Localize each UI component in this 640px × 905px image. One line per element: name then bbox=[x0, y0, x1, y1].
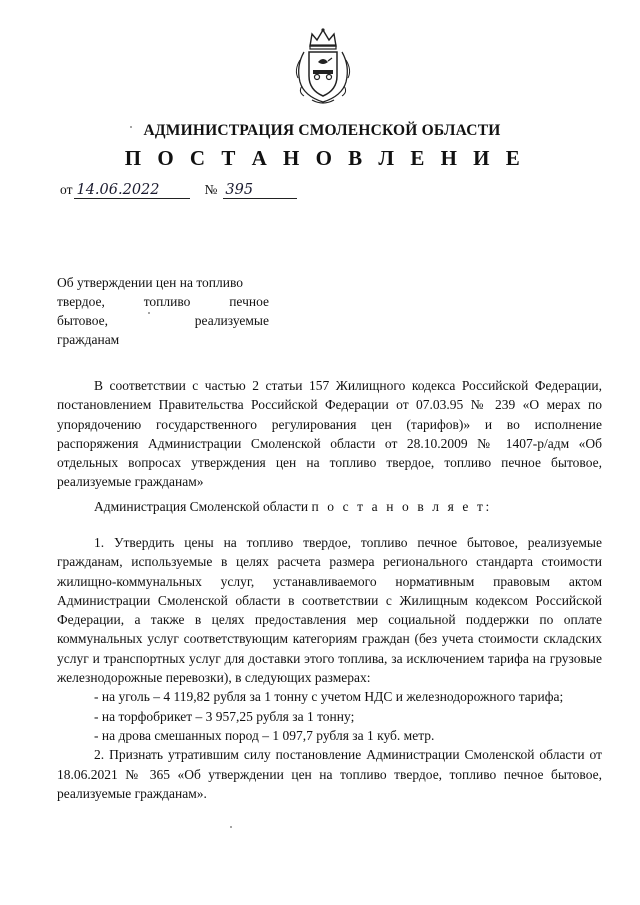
resolution-line bbox=[57, 497, 602, 516]
resolution-subject: Администрация Смоленской области bbox=[94, 499, 309, 514]
organization-title: АДМИНИСТРАЦИЯ СМОЛЕНСКОЙ ОБЛАСТИ bbox=[143, 122, 501, 139]
subject-line bbox=[57, 292, 269, 311]
resolution-verb: п о с т а н о в л я е т: bbox=[311, 499, 492, 514]
number-label: № bbox=[204, 182, 218, 197]
subject-line: гражданам bbox=[57, 332, 120, 347]
preamble-paragraph: В соответствии с частью 2 статьи 157 Жилищного кодекса Российской Федерации, постановлением Правительства Российской Федерации от 07.03.95 № 239 «О мерах по упорядочению государственного регулирования цен (тарифов)» и во исполнение распоряжения Администрации Смоленской области от 28.10.2009 № 1407-р/адм «Об отдельных вопросах утверждения цен на топливо твердое, топливо печное бытовое, реализуемые гражданам» bbox=[57, 378, 602, 490]
subject-line: Об утверждении цен на топливо bbox=[57, 275, 244, 290]
item-2-paragraph: 2. Признать утратившим силу постановление Администрации Смоленской области от 18.06.2021 № 365 «Об утверждении цен на топливо твердое, топливо печное бытовое, реализуемые гражданам». bbox=[57, 747, 602, 801]
subject-word: бытовое, bbox=[57, 313, 108, 328]
scan-speck bbox=[230, 826, 232, 828]
preamble-block bbox=[57, 376, 602, 492]
price-coal-line: - на уголь – 4 119,82 рубля за 1 тонну с учетом НДС и железнодорожного тарифа; bbox=[94, 689, 564, 705]
subject-word: печное bbox=[229, 294, 269, 309]
document-type-title: П О С Т А Н О В Л Е Н И Е bbox=[124, 146, 526, 170]
coat-of-arms-emblem bbox=[292, 26, 354, 106]
price-peat-line: - на торфобрикет – 3 957,25 рубля за 1 тонну; bbox=[94, 708, 355, 724]
document-subject bbox=[57, 273, 269, 349]
subject-line bbox=[57, 311, 269, 330]
resolution-block bbox=[57, 497, 602, 516]
document-meta bbox=[60, 182, 297, 199]
price-wood-line: - на дрова смешанных пород – 1 097,7 рубля за 1 куб. метр. bbox=[94, 727, 435, 743]
date-label: от bbox=[60, 182, 73, 197]
subject-word: топливо bbox=[143, 294, 191, 309]
subject-word: твердое, bbox=[57, 294, 105, 309]
scan-speck bbox=[148, 312, 150, 314]
items-block bbox=[57, 533, 602, 803]
subject-word: реализуемые bbox=[194, 313, 269, 328]
item-1-paragraph: 1. Утвердить цены на топливо твердое, топливо печное бытовое, реализуемые гражданам, используемые в целях расчета размера регионального стандарта стоимости жилищно-коммунальных услуг, устанавливаемого нормативным правовым актом Администрации Смоленской области в соответствии с Жилищным кодексом Российской Федерации, а также в целях предоставления мер социальной поддержки по оплате коммунальных услуг соответствующим категориям граждан (без учета стоимости складских услуг и транспортных услуг для доставки этого топлива, за исключением тарифа на грузовые железнодорожные перевозки), в следующих размерах: bbox=[57, 535, 602, 686]
handwritten-number: 395 bbox=[223, 182, 297, 199]
handwritten-date: 14.06.2022 bbox=[74, 182, 190, 199]
scan-speck bbox=[130, 126, 132, 128]
